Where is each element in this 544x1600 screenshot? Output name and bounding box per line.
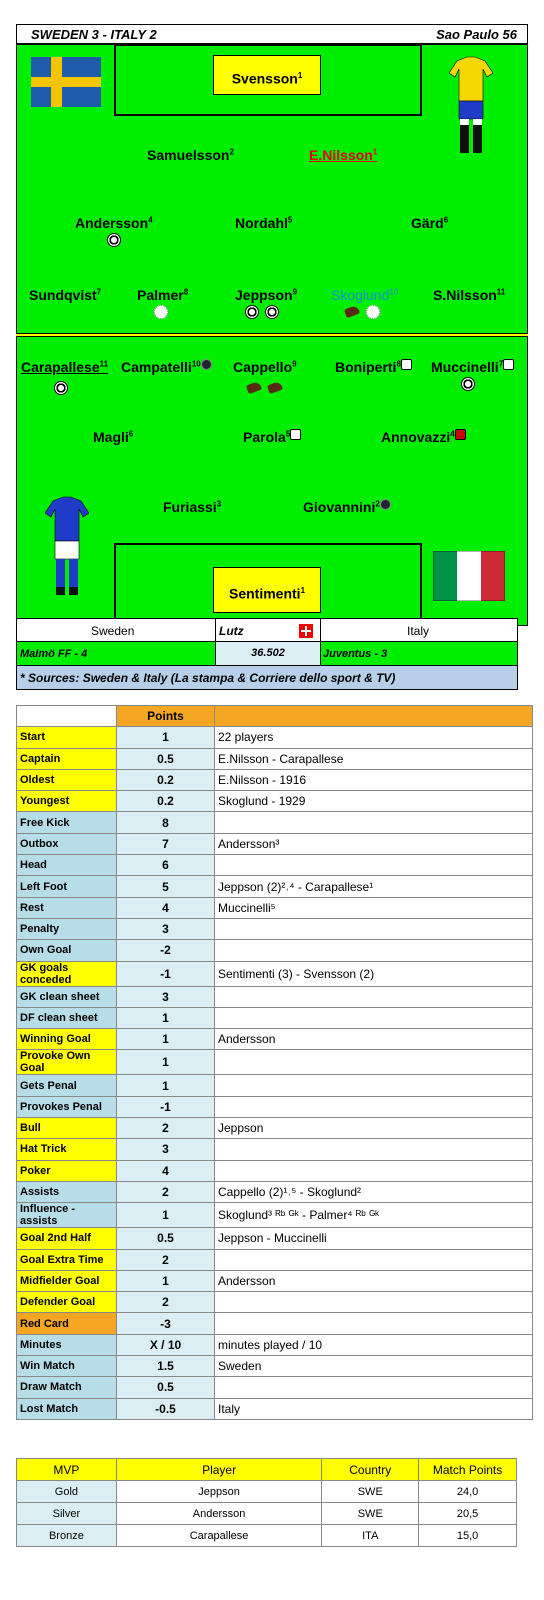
rule-note bbox=[215, 855, 533, 876]
player-palmer: Palmer$^8$ bbox=[137, 287, 189, 303]
player-e-nilsson: E.Nilsson$^1$ bbox=[309, 147, 378, 163]
rule-note bbox=[215, 812, 533, 833]
rule-points: 5 bbox=[117, 876, 215, 897]
rule-label: Red Card bbox=[17, 1313, 117, 1334]
player-gard: Gärd$^6$ bbox=[411, 215, 449, 231]
rule-points: 2 bbox=[117, 1249, 215, 1270]
rule-label: Oldest bbox=[17, 769, 117, 790]
rule-points: -0.5 bbox=[117, 1398, 215, 1419]
mvp-header-cell: Player bbox=[116, 1459, 322, 1481]
player-boniperti: Boniperti$^8$ bbox=[335, 359, 412, 375]
home-team: Sweden bbox=[91, 624, 135, 638]
attendance: 36.502 bbox=[215, 642, 321, 665]
rule-points: 3 bbox=[117, 986, 215, 1007]
rule-note bbox=[215, 1096, 533, 1117]
rule-note bbox=[215, 1249, 533, 1270]
rule-label: Winning Goal bbox=[17, 1029, 117, 1050]
mvp-player: Andersson bbox=[116, 1503, 322, 1525]
goal-ball-icon bbox=[265, 305, 279, 319]
points-row bbox=[17, 812, 533, 833]
rule-points: -2 bbox=[117, 940, 215, 961]
points-row bbox=[17, 1377, 533, 1398]
rule-label: Captain bbox=[17, 748, 117, 769]
away-club: Juventus - 3 bbox=[323, 648, 388, 660]
italy-goalkeeper: Sentimenti$^1$ bbox=[213, 567, 321, 613]
inter-badge-icon bbox=[201, 359, 212, 370]
rule-note: minutes played / 10 bbox=[215, 1334, 533, 1355]
player-nordahl: Nordahl$^5$ bbox=[235, 215, 293, 231]
mvp-points: 24,0 bbox=[419, 1481, 517, 1503]
italy-flag-icon bbox=[433, 551, 505, 601]
rule-label: Rest bbox=[17, 897, 117, 918]
rule-label: Influence - assists bbox=[17, 1203, 117, 1228]
match-title: SWEDEN 3 - ITALY 2 bbox=[31, 27, 157, 42]
points-row bbox=[17, 1270, 533, 1291]
player-jeppson: Jeppson$^9$ bbox=[235, 287, 298, 303]
goal-ball-icon bbox=[461, 377, 475, 391]
rule-points: -3 bbox=[117, 1313, 215, 1334]
points-row bbox=[17, 1118, 533, 1139]
points-row bbox=[17, 1249, 533, 1270]
rule-label: Minutes bbox=[17, 1334, 117, 1355]
sweden-kit-icon bbox=[449, 55, 493, 167]
rule-note: Sweden bbox=[215, 1356, 533, 1377]
italy-kit-icon bbox=[45, 495, 89, 607]
assist-boot-icon bbox=[267, 381, 283, 394]
rule-points: -1 bbox=[117, 961, 215, 986]
rule-note bbox=[215, 918, 533, 939]
points-row bbox=[17, 1203, 533, 1228]
rule-label: Free Kick bbox=[17, 812, 117, 833]
player-sundqvist: Sundqvist$^7$ bbox=[29, 287, 102, 303]
player-parola: Parola$^5$ bbox=[243, 429, 301, 445]
rule-points: 1 bbox=[117, 1007, 215, 1028]
rule-points: 2 bbox=[117, 1292, 215, 1313]
points-row bbox=[17, 876, 533, 897]
rule-label: DF clean sheet bbox=[17, 1007, 117, 1028]
points-table bbox=[16, 705, 533, 1420]
juventus-badge-icon bbox=[290, 429, 301, 440]
mvp-header-cell: MVP bbox=[17, 1459, 117, 1481]
rule-note: E.Nilsson - 1916 bbox=[215, 769, 533, 790]
mvp-row bbox=[17, 1503, 517, 1525]
rule-note: Jeppson bbox=[215, 1118, 533, 1139]
points-row bbox=[17, 833, 533, 854]
mvp-country: ITA bbox=[322, 1525, 419, 1547]
rule-note: Skoglund - 1929 bbox=[215, 791, 533, 812]
player-magli: Magli$^6$ bbox=[93, 429, 134, 445]
player-muccinelli: Muccinelli$^7$ bbox=[431, 359, 514, 375]
rule-label: GK goals conceded bbox=[17, 961, 117, 986]
rule-points: X / 10 bbox=[117, 1334, 215, 1355]
rule-label: Provoke Own Goal bbox=[17, 1050, 117, 1075]
points-row bbox=[17, 986, 533, 1007]
points-row bbox=[17, 1334, 533, 1355]
rule-points: 4 bbox=[117, 897, 215, 918]
mvp-header-cell: Match Points bbox=[419, 1459, 517, 1481]
rule-label: Assists bbox=[17, 1181, 117, 1202]
points-row bbox=[17, 940, 533, 961]
player-skoglund: Skoglund$^{10}$ bbox=[331, 287, 399, 303]
juventus-badge-icon bbox=[401, 359, 412, 370]
rule-note bbox=[215, 1313, 533, 1334]
sweden-goalkeeper: Svensson$^1$ bbox=[213, 55, 321, 95]
rule-note: Andersson bbox=[215, 1029, 533, 1050]
rule-label: Outbox bbox=[17, 833, 117, 854]
rule-note: Sentimenti (3) - Svensson (2) bbox=[215, 961, 533, 986]
rule-label: Poker bbox=[17, 1160, 117, 1181]
rule-label: Midfielder Goal bbox=[17, 1270, 117, 1291]
sources-row: * Sources: Sweden & Italy (La stampa & Corriere dello sport & TV) bbox=[16, 666, 518, 690]
points-header: Points bbox=[117, 706, 215, 727]
rule-note: Jeppson (2)²˒⁴ - Carapallese¹ bbox=[215, 876, 533, 897]
mvp-header-row bbox=[17, 1459, 517, 1481]
mvp-player: Carapallese bbox=[116, 1525, 322, 1547]
points-row bbox=[17, 918, 533, 939]
rule-note bbox=[215, 1007, 533, 1028]
points-row bbox=[17, 1292, 533, 1313]
rule-points: 0.5 bbox=[117, 748, 215, 769]
milan-badge-icon bbox=[455, 429, 466, 440]
rule-note bbox=[215, 1050, 533, 1075]
rule-points: 0.5 bbox=[117, 1228, 215, 1249]
rule-label: Youngest bbox=[17, 791, 117, 812]
player-furiassi: Furiassi$^3$ bbox=[163, 499, 222, 515]
points-header-row bbox=[17, 706, 533, 727]
rule-note bbox=[215, 1160, 533, 1181]
rule-label: Head bbox=[17, 855, 117, 876]
points-row bbox=[17, 748, 533, 769]
player-annovazzi: Annovazzi$^4$ bbox=[381, 429, 466, 445]
notes-header bbox=[215, 706, 533, 727]
sweden-flag-icon bbox=[31, 57, 101, 107]
rule-note bbox=[215, 1377, 533, 1398]
rule-label: Gets Penal bbox=[17, 1075, 117, 1096]
influence-assist-icon bbox=[366, 305, 380, 319]
player-samuelsson: Samuelsson$^2$ bbox=[147, 147, 234, 163]
goal-ball-icon bbox=[54, 381, 68, 395]
rule-points: 7 bbox=[117, 833, 215, 854]
rule-points: 3 bbox=[117, 1139, 215, 1160]
rule-points: -1 bbox=[117, 1096, 215, 1117]
points-row bbox=[17, 769, 533, 790]
rule-label: Win Match bbox=[17, 1356, 117, 1377]
assist-boot-icon bbox=[246, 381, 262, 394]
points-row bbox=[17, 1096, 533, 1117]
points-row bbox=[17, 1181, 533, 1202]
points-row bbox=[17, 1228, 533, 1249]
rule-note: Italy bbox=[215, 1398, 533, 1419]
rule-label: Penalty bbox=[17, 918, 117, 939]
points-row bbox=[17, 1398, 533, 1419]
rule-label: Hat Trick bbox=[17, 1139, 117, 1160]
points-row bbox=[17, 727, 533, 748]
mvp-rank: Silver bbox=[17, 1503, 117, 1525]
clubs-row bbox=[16, 642, 518, 666]
juventus-badge-icon bbox=[503, 359, 514, 370]
teams-row bbox=[16, 618, 518, 642]
rule-label: Goal Extra Time bbox=[17, 1249, 117, 1270]
mvp-rank: Bronze bbox=[17, 1525, 117, 1547]
points-row bbox=[17, 1007, 533, 1028]
points-row bbox=[17, 1313, 533, 1334]
home-club: Malmö FF - 4 bbox=[20, 648, 88, 660]
rule-points: 6 bbox=[117, 855, 215, 876]
player-andersson: Andersson$^4$ bbox=[75, 215, 153, 231]
mvp-rank: Gold bbox=[17, 1481, 117, 1503]
match-header bbox=[16, 24, 528, 44]
rule-points: 1 bbox=[117, 1075, 215, 1096]
mvp-row bbox=[17, 1525, 517, 1547]
rule-note: 22 players bbox=[215, 727, 533, 748]
rule-label: Start bbox=[17, 727, 117, 748]
points-row bbox=[17, 1050, 533, 1075]
pitch-italy bbox=[16, 336, 528, 626]
mvp-row bbox=[17, 1481, 517, 1503]
rule-label: Bull bbox=[17, 1118, 117, 1139]
rule-points: 1 bbox=[117, 1029, 215, 1050]
rule-points: 1.5 bbox=[117, 1356, 215, 1377]
points-row bbox=[17, 791, 533, 812]
rule-label: Own Goal bbox=[17, 940, 117, 961]
assist-boot-icon bbox=[344, 305, 360, 318]
rule-points: 0.5 bbox=[117, 1377, 215, 1398]
points-row bbox=[17, 1160, 533, 1181]
rule-note: Andersson³ bbox=[215, 833, 533, 854]
rule-points: 8 bbox=[117, 812, 215, 833]
rule-note: Andersson bbox=[215, 1270, 533, 1291]
mvp-points: 20,5 bbox=[419, 1503, 517, 1525]
mvp-country: SWE bbox=[322, 1503, 419, 1525]
rule-label: Lost Match bbox=[17, 1398, 117, 1419]
referee: Lutz bbox=[219, 624, 244, 638]
player-s-nilsson: S.Nilsson$^{11}$ bbox=[433, 287, 506, 303]
rule-points: 1 bbox=[117, 1203, 215, 1228]
mvp-header-cell: Country bbox=[322, 1459, 419, 1481]
player-cappello: Cappello$^9$ bbox=[233, 359, 297, 375]
mvp-country: SWE bbox=[322, 1481, 419, 1503]
match-venue: Sao Paulo 56 bbox=[436, 27, 517, 42]
points-row bbox=[17, 1075, 533, 1096]
points-row bbox=[17, 961, 533, 986]
points-row bbox=[17, 897, 533, 918]
rule-note: E.Nilsson - Carapallese bbox=[215, 748, 533, 769]
rule-note bbox=[215, 1139, 533, 1160]
rule-points: 1 bbox=[117, 1270, 215, 1291]
rule-label: Left Foot bbox=[17, 876, 117, 897]
player-giovannini: Giovannini$^2$ bbox=[303, 499, 391, 515]
player-carapallese: Carapallese$^{11}$ bbox=[21, 359, 109, 375]
rule-points: 1 bbox=[117, 1050, 215, 1075]
rule-note bbox=[215, 1075, 533, 1096]
points-row bbox=[17, 1356, 533, 1377]
rule-note: Muccinelli⁵ bbox=[215, 897, 533, 918]
rule-label: Draw Match bbox=[17, 1377, 117, 1398]
rule-note: Cappello (2)¹˒⁵ - Skoglund² bbox=[215, 1181, 533, 1202]
points-row bbox=[17, 1139, 533, 1160]
away-team: Italy bbox=[407, 624, 430, 638]
rule-note bbox=[215, 1292, 533, 1313]
rule-label: Provokes Penal bbox=[17, 1096, 117, 1117]
rule-label: Defender Goal bbox=[17, 1292, 117, 1313]
rule-points: 0.2 bbox=[117, 769, 215, 790]
goal-ball-icon bbox=[107, 233, 121, 247]
inter-badge-icon bbox=[380, 499, 391, 510]
influence-assist-icon bbox=[154, 305, 168, 319]
rule-points: 4 bbox=[117, 1160, 215, 1181]
points-row bbox=[17, 1029, 533, 1050]
player-campatelli: Campatelli$^{10}$ bbox=[121, 359, 212, 375]
mvp-table bbox=[16, 1458, 517, 1547]
header-empty bbox=[17, 706, 117, 727]
swiss-flag-icon bbox=[299, 624, 313, 638]
rule-note bbox=[215, 940, 533, 961]
mvp-points: 15,0 bbox=[419, 1525, 517, 1547]
rule-points: 3 bbox=[117, 918, 215, 939]
rule-points: 2 bbox=[117, 1181, 215, 1202]
rule-label: GK clean sheet bbox=[17, 986, 117, 1007]
mvp-player: Jeppson bbox=[116, 1481, 322, 1503]
rule-note: Jeppson - Muccinelli bbox=[215, 1228, 533, 1249]
rule-label: Goal 2nd Half bbox=[17, 1228, 117, 1249]
rule-points: 0.2 bbox=[117, 791, 215, 812]
rule-note: Skoglund³ ᴿᵇ ᴳᵏ - Palmer⁴ ᴿᵇ ᴳᵏ bbox=[215, 1203, 533, 1228]
pitch-sweden bbox=[16, 44, 528, 336]
goal-ball-icon bbox=[245, 305, 259, 319]
rule-points: 1 bbox=[117, 727, 215, 748]
rule-note bbox=[215, 986, 533, 1007]
points-row bbox=[17, 855, 533, 876]
rule-points: 2 bbox=[117, 1118, 215, 1139]
